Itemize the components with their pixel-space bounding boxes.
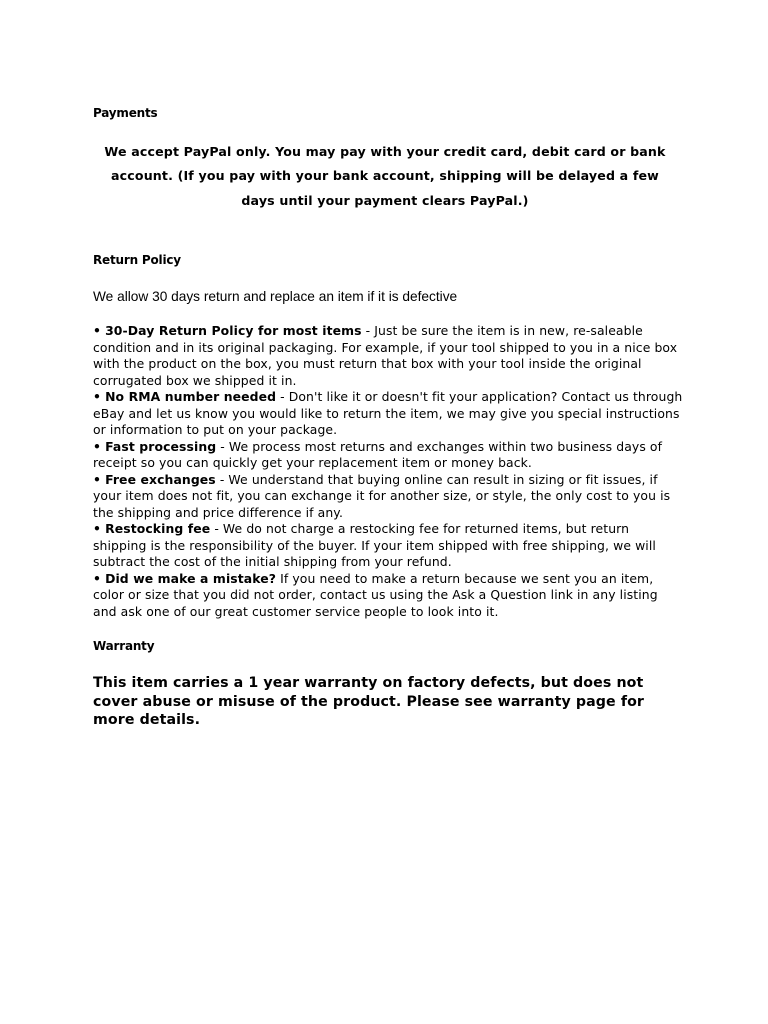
policy-item (93, 521, 683, 571)
policy-item (93, 472, 683, 522)
policy-term: No RMA number needed (105, 389, 277, 404)
policy-text: - We do not charge a restocking fee for returned items, but return shipping is the responsibility of the buyer. If your item shipped with free shipping, we will subtract the cost of the initial shipping from your refund. (93, 521, 656, 569)
policy-item (93, 439, 683, 472)
policy-term: Did we make a mistake? (105, 570, 277, 586)
bullet-marker: • (93, 521, 102, 536)
policy-item (93, 571, 683, 621)
payments-paragraph (93, 140, 677, 213)
policy-text: - Just be sure the item is in new, re-saleable condition and in its original packaging. For example, if your tool shipped to you in a nice box with the product on the box, you must return that box with your tool inside the original corrugated box we shipped it in. (93, 323, 678, 388)
payments-line: We accept PayPal only. You may pay with your credit card, debit card or bank (104, 144, 666, 159)
payments-line: account. (If you pay with your bank account, shipping will be delayed a few (111, 168, 659, 184)
warranty-paragraph: This item carries a 1 year warranty on factory defects, but does not cover abuse or misuse of the product. Please see warranty page for more details. (93, 675, 645, 728)
payments-line: days until your payment clears PayPal.) (241, 192, 529, 208)
return-policy-list (93, 323, 683, 620)
warranty-heading: Warranty (93, 639, 155, 653)
policy-text: - Don't like it or doesn't fit your application? Contact us through eBay and let us know you would like to return the item, we may give you special instructions or information to put on your package. (93, 389, 683, 437)
return-policy-intro: We allow 30 days return and replace an item if it is defective (93, 289, 458, 304)
bullet-marker: • (93, 570, 102, 586)
bullet-marker: • (93, 438, 102, 454)
policy-text: - We understand that buying online can result in sizing or fit issues, if your item does not fit, you can exchange it for another size, or style, the only cost to you is the shipping and price difference if any. (93, 471, 671, 520)
bullet-marker: • (93, 471, 102, 487)
policy-text: If you need to make a return because we sent you an item, color or size that you did not order, contact us using the Ask a Question link in any listing and ask one of our great customer service people to look into it. (93, 570, 658, 619)
policy-term: Free exchanges (105, 471, 216, 487)
policy-term: Fast processing (105, 438, 217, 454)
policy-item (93, 323, 683, 389)
policy-item (93, 389, 683, 439)
policy-term: Restocking fee (105, 521, 211, 536)
return-policy-heading: Return Policy (93, 253, 181, 267)
bullet-marker: • (93, 389, 102, 404)
policy-term: 30-Day Return Policy for most items (105, 323, 362, 338)
bullet-marker: • (93, 323, 102, 338)
policy-text: - We process most returns and exchanges within two business days of receipt so you can quickly get your replacement item or money back. (93, 438, 663, 470)
payments-heading: Payments (93, 106, 158, 120)
